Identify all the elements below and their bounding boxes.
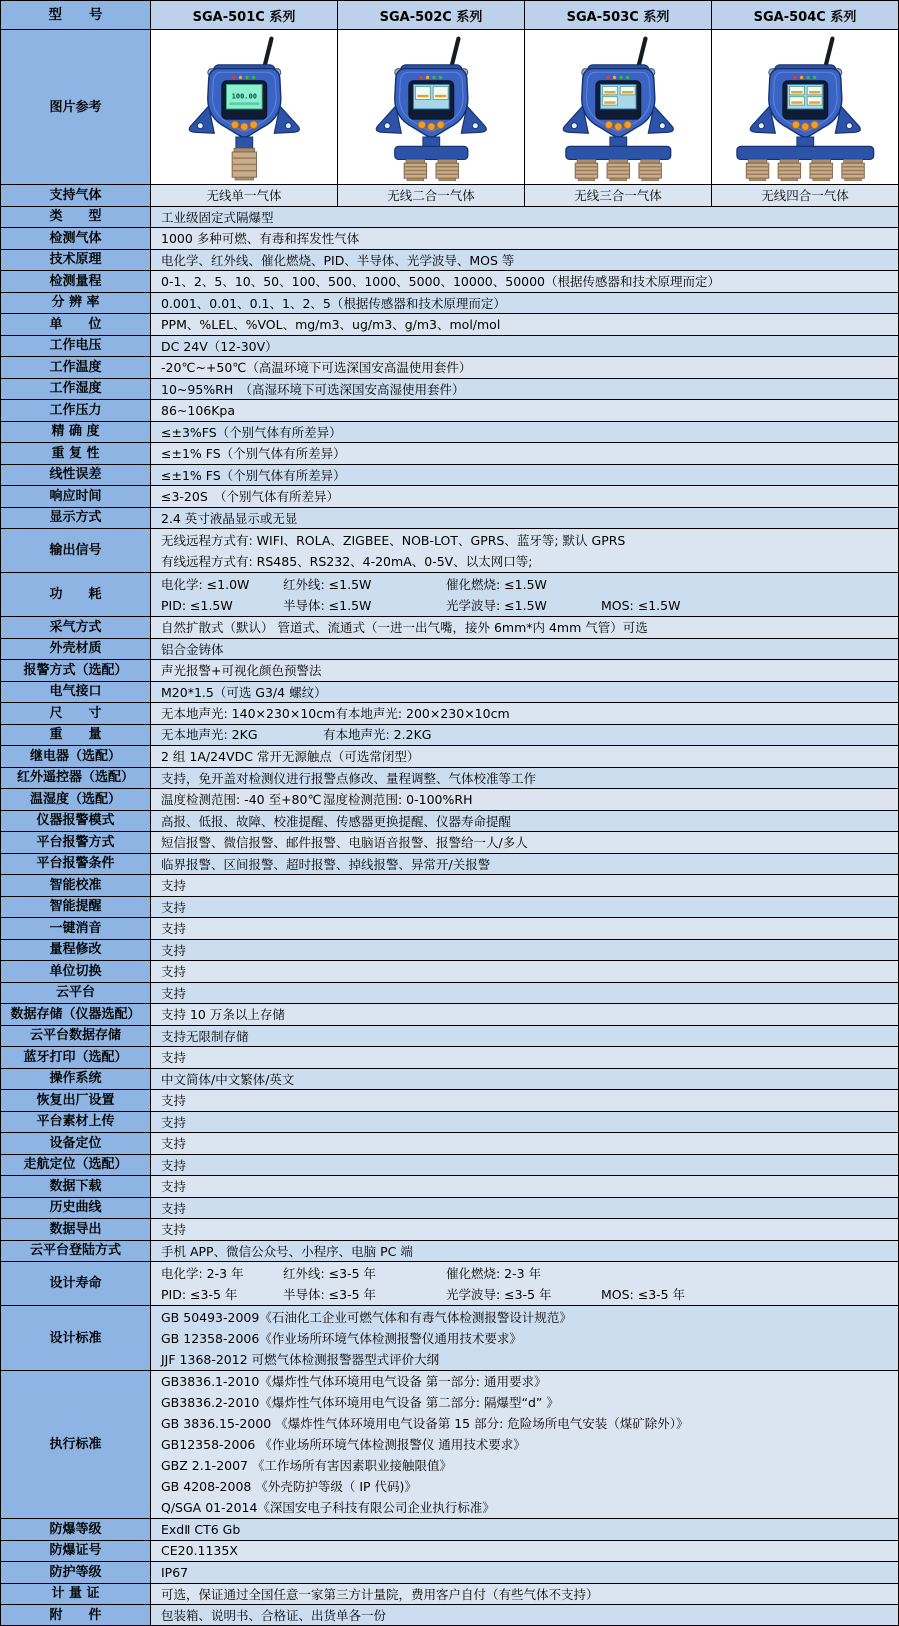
- row-value: 2.4 英寸液晶显示或无显: [151, 508, 898, 529]
- spec-rows: [1, 207, 898, 1626]
- row-label: 工作温度: [1, 357, 151, 378]
- row-label: 重 量: [1, 725, 151, 746]
- row-value: 1000 多种可燃、有毒和挥发性气体: [151, 228, 898, 249]
- model-header-sga-503c: SGA-503C 系列: [525, 1, 712, 29]
- row-value: ≤±1% FS（个别气体有所差异）: [151, 465, 898, 486]
- row-label: 单 位: [1, 314, 151, 335]
- table-row: [1, 1241, 898, 1263]
- table-row: [1, 1176, 898, 1198]
- value-segment: 有本地声光: 2.2KG: [323, 727, 432, 743]
- row-value: 包装箱、说明书、合格证、出货单各一份: [151, 1605, 898, 1626]
- row-label: 防爆等级: [1, 1519, 151, 1540]
- value-segment: MOS: ≤3-5 年: [601, 1286, 686, 1302]
- row-label: 检测气体: [1, 228, 151, 249]
- row-label: 电气接口: [1, 682, 151, 703]
- gas-detector-illustration: [160, 33, 329, 181]
- row-label: 平台素材上传: [1, 1112, 151, 1133]
- model-header-sga-502c: SGA-502C 系列: [338, 1, 525, 29]
- row-value: 0-1、2、5、10、50、100、500、1000、5000、10000、50000（根据传感器和技术原理而定）: [151, 271, 898, 292]
- row-value: 0.001、0.01、0.1、1、2、5（根据传感器和技术原理而定）: [151, 293, 898, 314]
- row-value: 支持 10 万条以上存储: [151, 1004, 898, 1025]
- value-segment: 半导体: ≤1.5W: [283, 597, 372, 613]
- table-header-row: [1, 1, 898, 30]
- row-label: 类 型: [1, 207, 151, 228]
- row-value: IP67: [151, 1562, 898, 1583]
- row-label: 采气方式: [1, 617, 151, 638]
- table-row: [1, 639, 898, 661]
- table-row: [1, 1562, 898, 1584]
- value-segment: PID: ≤3-5 年: [161, 1286, 238, 1302]
- table-row: [1, 832, 898, 854]
- value-segment: PID: ≤1.5W: [161, 597, 233, 613]
- row-value: 支持: [151, 1155, 898, 1176]
- table-row: [1, 228, 898, 250]
- row-label: 功 耗: [1, 573, 151, 616]
- row-label: 量程修改: [1, 940, 151, 961]
- table-row: [1, 379, 898, 401]
- table-row: [1, 486, 898, 508]
- model-header-sga-501c: SGA-501C 系列: [151, 1, 338, 29]
- row-value: 支持，免开盖对检测仪进行报警点修改、量程调整、气体校准等工作: [151, 768, 898, 789]
- row-value: 可选，保证通过全国任意一家第三方计量院，费用客户自付（有些气体不支持）: [151, 1584, 898, 1605]
- row-label: 设备定位: [1, 1133, 151, 1154]
- row-value: [151, 703, 898, 724]
- row-value: [151, 1262, 898, 1305]
- row-label: 报警方式（选配）: [1, 660, 151, 681]
- table-row: [1, 293, 898, 315]
- table-row: [1, 1155, 898, 1177]
- row-value: 支持: [151, 1047, 898, 1068]
- table-row: [1, 1262, 898, 1306]
- table-row: [1, 811, 898, 833]
- row-value: 支持: [151, 918, 898, 939]
- table-row: [1, 1519, 898, 1541]
- value-segment: 光学波导: ≤3-5 年: [446, 1286, 552, 1302]
- row-value: 10~95%RH （高湿环境下可选深国安高湿使用套件）: [151, 379, 898, 400]
- table-row: [1, 1198, 898, 1220]
- header-model-label: 型 号: [1, 1, 151, 29]
- value-segment: 有本地声光: 200×230×10cm: [335, 705, 510, 721]
- table-row: [1, 854, 898, 876]
- table-row: [1, 897, 898, 919]
- row-value: 高报、低报、故障、校准提醒、传感器更换提醒、仪器寿命提醒: [151, 811, 898, 832]
- row-label: 操作系统: [1, 1069, 151, 1090]
- row-value: GB3836.1-2010《爆炸性气体环境用电气设备 第一部分: 通用要求》 GB3836.2-2010《爆炸性气体环境用电气设备 第二部分: 隔爆型“d” 》 GB 3836.15-2000 《爆炸性气体环境用电气设备第 15 部分: 危险场所电气安装（煤矿除外）》 GB12358-2006 《作业场所环境气体检测报警仪 通用技术要求》 GBZ 2.1-2007 《工作场所有害因素职业接触限值》 GB 4208-2008 《外壳防护等级（ IP 代码)》 Q/SGA 01-2014《深国安电子科技有限公司企业执行标准》: [151, 1371, 898, 1518]
- table-row: [1, 875, 898, 897]
- value-segment: 电化学: 2-3 年: [161, 1265, 244, 1281]
- row-label: 计 量 证: [1, 1584, 151, 1605]
- row-label: 温湿度（选配）: [1, 789, 151, 810]
- value-segment: 湿度检测范围: 0-100%RH: [323, 791, 473, 807]
- row-value: PPM、%LEL、%VOL、mg/m3、ug/m3、g/m3、mol/mol: [151, 314, 898, 335]
- row-label: 智能提醒: [1, 897, 151, 918]
- row-label: 设计寿命: [1, 1262, 151, 1305]
- row-value: 支持: [151, 983, 898, 1004]
- row-value: ≤±1% FS（个别气体有所差异）: [151, 443, 898, 464]
- row-label: 精 确 度: [1, 422, 151, 443]
- value-segment: 红外线: ≤1.5W: [283, 576, 372, 592]
- row-value: ≤3-20S （个别气体有所差异）: [151, 486, 898, 507]
- row-label: 数据导出: [1, 1219, 151, 1240]
- gas-row-label: 支持气体: [1, 185, 151, 206]
- row-label: 仪器报警模式: [1, 811, 151, 832]
- gas-type-sga-504c: 无线四合一气体: [712, 185, 898, 206]
- product-image-sga-503c: [525, 30, 712, 184]
- row-label: 输出信号: [1, 529, 151, 572]
- table-row: [1, 1584, 898, 1606]
- row-label: 外壳材质: [1, 639, 151, 660]
- row-label: 数据下载: [1, 1176, 151, 1197]
- row-value: 手机 APP、微信公众号、小程序、电脑 PC 端: [151, 1241, 898, 1262]
- row-label: 响应时间: [1, 486, 151, 507]
- row-label: 云平台登陆方式: [1, 1241, 151, 1262]
- gas-detector-illustration: [347, 33, 516, 181]
- row-value: 工业级固定式隔爆型: [151, 207, 898, 228]
- table-row: [1, 336, 898, 358]
- row-label: 线性误差: [1, 465, 151, 486]
- table-row: [1, 1112, 898, 1134]
- supported-gas-row: [1, 185, 898, 207]
- table-row: [1, 1047, 898, 1069]
- table-row: [1, 1133, 898, 1155]
- row-value: 支持无限制存储: [151, 1026, 898, 1047]
- row-label: 红外遥控器（选配）: [1, 768, 151, 789]
- table-row: [1, 940, 898, 962]
- table-row: [1, 443, 898, 465]
- row-value: 自然扩散式（默认） 管道式、流通式（一进一出气嘴，接外 6mm*内 4mm 气管）可选: [151, 617, 898, 638]
- gas-detector-illustration: [721, 33, 890, 181]
- row-label: 云平台: [1, 983, 151, 1004]
- row-value: DC 24V（12-30V）: [151, 336, 898, 357]
- row-value: 临界报警、区间报警、超时报警、掉线报警、异常开/关报警: [151, 854, 898, 875]
- row-value: 支持: [151, 1176, 898, 1197]
- row-label: 历史曲线: [1, 1198, 151, 1219]
- row-label: 平台报警条件: [1, 854, 151, 875]
- table-row: [1, 1219, 898, 1241]
- value-segment: 催化燃烧: 2-3 年: [446, 1265, 542, 1281]
- row-label: 蓝牙打印（选配）: [1, 1047, 151, 1068]
- gas-detector-illustration: [534, 33, 703, 181]
- table-row: [1, 422, 898, 444]
- row-value: 声光报警+可视化颜色预警法: [151, 660, 898, 681]
- row-label: 技术原理: [1, 250, 151, 271]
- row-value: ≤±3%FS（个别气体有所差异）: [151, 422, 898, 443]
- row-label: 防爆证号: [1, 1541, 151, 1562]
- table-row: [1, 725, 898, 747]
- product-image-sga-501c: [151, 30, 338, 184]
- table-row: [1, 1306, 898, 1371]
- row-label: 显示方式: [1, 508, 151, 529]
- image-row-label: 图片参考: [1, 30, 151, 184]
- table-row: [1, 529, 898, 573]
- row-label: 数据存储（仪器选配）: [1, 1004, 151, 1025]
- row-label: 平台报警方式: [1, 832, 151, 853]
- row-value: 中文简体/中文繁体/英文: [151, 1069, 898, 1090]
- row-value: 无线远程方式有: WIFI、ROLA、ZIGBEE、NOB-LOT、GPRS、蓝牙等; 默认 GPRS 有线远程方式有: RS485、RS232、4-20mA、0-5V、以太网口等;: [151, 529, 898, 572]
- value-segment: 光学波导: ≤1.5W: [446, 597, 547, 613]
- row-label: 一键消音: [1, 918, 151, 939]
- row-value: 支持: [151, 961, 898, 982]
- row-value: 支持: [151, 1219, 898, 1240]
- row-label: 工作压力: [1, 400, 151, 421]
- row-label: 设计标准: [1, 1306, 151, 1370]
- table-row: [1, 314, 898, 336]
- svg-text:100.00: 100.00: [231, 91, 257, 101]
- row-value: 铝合金铸体: [151, 639, 898, 660]
- table-row: [1, 746, 898, 768]
- value-segment: 半导体: ≤3-5 年: [283, 1286, 377, 1302]
- row-value: 支持: [151, 1198, 898, 1219]
- value-segment: 无本地声光: 2KG: [161, 727, 258, 743]
- row-value: [151, 789, 898, 810]
- row-label: 附 件: [1, 1605, 151, 1626]
- value-segment: 催化燃烧: ≤1.5W: [446, 576, 547, 592]
- value-segment: 红外线: ≤3-5 年: [283, 1265, 377, 1281]
- image-reference-row: [1, 30, 898, 185]
- row-value: 支持: [151, 1133, 898, 1154]
- table-row: [1, 1026, 898, 1048]
- table-row: [1, 617, 898, 639]
- row-value: 支持: [151, 1090, 898, 1111]
- row-value: 电化学、红外线、催化燃烧、PID、半导体、光学波导、MOS 等: [151, 250, 898, 271]
- row-value: [151, 573, 898, 616]
- row-value: 支持: [151, 940, 898, 961]
- row-value: 86~106Kpa: [151, 400, 898, 421]
- row-value: GB 50493-2009《石油化工企业可燃气体和有毒气体检测报警设计规范》 GB 12358-2006《作业场所环境气体检测报警仪通用技术要求》 JJF 1368-2012 可燃气体检测报警器型式评价大纲: [151, 1306, 898, 1370]
- row-label: 分 辨 率: [1, 293, 151, 314]
- table-row: [1, 961, 898, 983]
- row-value: M20*1.5（可选 G3/4 螺纹）: [151, 682, 898, 703]
- table-row: [1, 465, 898, 487]
- gas-type-sga-502c: 无线二合一气体: [338, 185, 525, 206]
- gas-type-sga-501c: 无线单一气体: [151, 185, 338, 206]
- row-value: 2 组 1A/24VDC 常开无源触点（可选常闭型）: [151, 746, 898, 767]
- row-label: 走航定位（选配）: [1, 1155, 151, 1176]
- product-image-sga-502c: [338, 30, 525, 184]
- table-row: [1, 1371, 898, 1519]
- row-label: 继电器（选配）: [1, 746, 151, 767]
- table-row: [1, 508, 898, 530]
- value-segment: MOS: ≤1.5W: [601, 597, 681, 613]
- product-image-sga-504c: [712, 30, 898, 184]
- row-label: 工作电压: [1, 336, 151, 357]
- table-row: [1, 682, 898, 704]
- table-row: [1, 1004, 898, 1026]
- row-value: 支持: [151, 897, 898, 918]
- model-header-sga-504c: SGA-504C 系列: [712, 1, 898, 29]
- row-label: 检测量程: [1, 271, 151, 292]
- table-row: [1, 660, 898, 682]
- table-row: [1, 1605, 898, 1626]
- row-value: -20℃~+50℃（高温环境下可选深国安高温使用套件）: [151, 357, 898, 378]
- row-value: 支持: [151, 1112, 898, 1133]
- row-label: 云平台数据存储: [1, 1026, 151, 1047]
- table-row: [1, 918, 898, 940]
- table-row: [1, 250, 898, 272]
- value-segment: 电化学: ≤1.0W: [161, 576, 250, 592]
- table-row: [1, 271, 898, 293]
- gas-type-sga-503c: 无线三合一气体: [525, 185, 712, 206]
- row-value: ExdⅡ CT6 Gb: [151, 1519, 898, 1540]
- table-row: [1, 789, 898, 811]
- row-label: 重 复 性: [1, 443, 151, 464]
- row-value: 短信报警、微信报警、邮件报警、电脑语音报警、报警给一人/多人: [151, 832, 898, 853]
- table-row: [1, 1069, 898, 1091]
- row-label: 智能校准: [1, 875, 151, 896]
- row-value: 支持: [151, 875, 898, 896]
- row-label: 恢复出厂设置: [1, 1090, 151, 1111]
- row-label: 单位切换: [1, 961, 151, 982]
- table-row: [1, 207, 898, 229]
- row-value: CE20.1135X: [151, 1541, 898, 1562]
- value-segment: 无本地声光: 140×230×10cm: [161, 705, 336, 721]
- table-row: [1, 1541, 898, 1563]
- table-row: [1, 1090, 898, 1112]
- table-row: [1, 573, 898, 617]
- row-label: 防护等级: [1, 1562, 151, 1583]
- table-row: [1, 703, 898, 725]
- row-label: 工作湿度: [1, 379, 151, 400]
- table-row: [1, 983, 898, 1005]
- value-segment: 温度检测范围: -40 至+80℃: [161, 791, 322, 807]
- table-row: [1, 768, 898, 790]
- row-label: 尺 寸: [1, 703, 151, 724]
- row-label: 执行标准: [1, 1371, 151, 1518]
- row-value: [151, 725, 898, 746]
- table-row: [1, 400, 898, 422]
- table-row: [1, 357, 898, 379]
